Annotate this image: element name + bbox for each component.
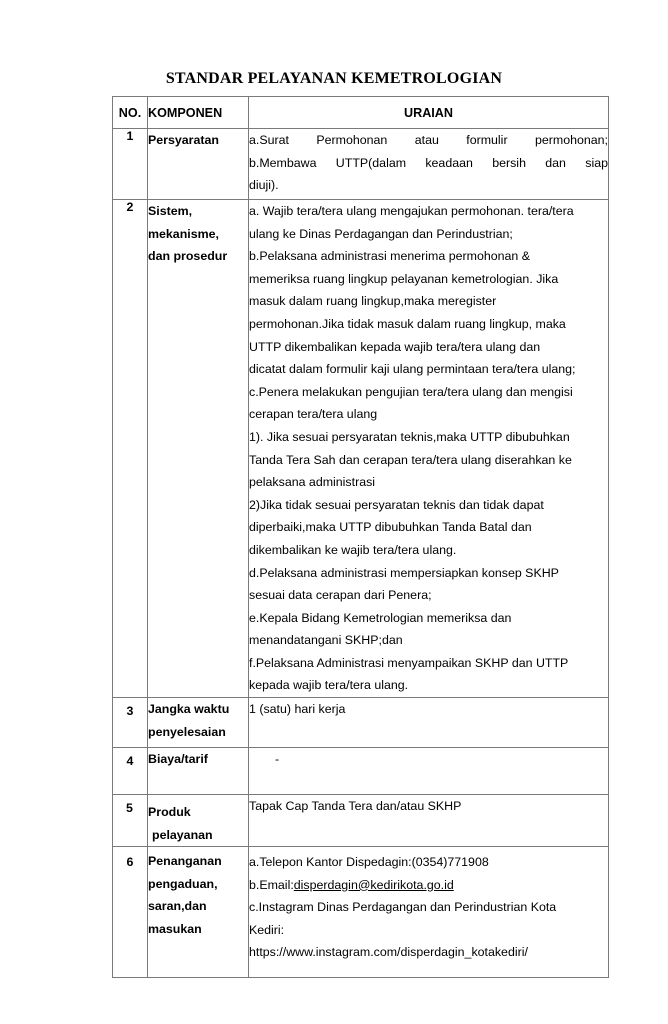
uraian-line: e.Kepala Bidang Kemetrologian memeriksa dan [249, 610, 512, 625]
table-row [113, 748, 609, 795]
contact-phone: a.Telepon Kantor Dispedagin:(0354)771908 [249, 855, 489, 870]
komponen-line: Penanganan [148, 854, 222, 869]
table-row [113, 200, 609, 698]
uraian-line: dicatat dalam formulir kaji ulang permintaan tera/tera ulang; [249, 362, 576, 377]
uraian-line: diperbaiki,maka UTTP dibubuhkan Tanda Batal dan [249, 520, 532, 535]
row-number: 6 [113, 847, 148, 978]
table-header-row [113, 97, 609, 129]
komponen-line: Sistem, [148, 204, 193, 218]
header-uraian: URAIAN [249, 97, 609, 129]
uraian-line: c.Penera melakukan pengujian tera/tera ulang dan mengisi [249, 384, 573, 399]
uraian-line: diuji). [249, 178, 279, 193]
uraian-line: b.Membawa UTTP(dalam keadaan bersih dan siap [249, 155, 608, 170]
uraian-line: - [275, 752, 280, 767]
komponen-line: Produk [148, 805, 191, 820]
row-uraian [249, 200, 609, 698]
uraian-line: Tapak Cap Tanda Tera dan/atau SKHP [249, 799, 462, 814]
row-komponen [148, 795, 249, 847]
uraian-line: UTTP dikembalikan kepada wajib tera/tera ulang dan [249, 339, 541, 354]
uraian-line: Tanda Tera Sah dan cerapan tera/tera ulang diserahkan ke [249, 452, 572, 467]
uraian-line: masuk dalam ruang lingkup,maka meregister [249, 294, 497, 309]
table-row [113, 698, 609, 748]
table-row [113, 847, 609, 978]
row-number: 2 [113, 200, 148, 698]
row-uraian [249, 129, 609, 200]
komponen-line: dan prosedur [148, 249, 228, 263]
row-number: 3 [113, 698, 148, 748]
komponen-line: Jangka waktu [148, 702, 230, 717]
komponen-line: pelayanan [152, 827, 213, 842]
row-uraian [249, 847, 609, 978]
contact-instagram: c.Instagram Dinas Perdagangan dan Perindustrian Kota [249, 900, 557, 915]
komponen-line: Persyaratan [148, 133, 219, 147]
uraian-line: 2)Jika tidak sesuai persyaratan teknis dan tidak dapat [249, 497, 544, 512]
table-row [113, 129, 609, 200]
komponen-line: masukan [148, 921, 202, 936]
uraian-line: a. Wajib tera/tera ulang mengajukan permohonan. tera/tera [249, 204, 574, 218]
uraian-line: permohonan.Jika tidak masuk dalam ruang lingkup, maka [249, 316, 566, 331]
contact-email-line [249, 874, 608, 897]
uraian-line: b.Pelaksana administrasi menerima permohonan & [249, 249, 530, 264]
uraian-line: 1 (satu) hari kerja [249, 702, 346, 717]
row-number: 1 [113, 129, 148, 200]
uraian-line: pelaksana administrasi [249, 475, 376, 490]
page-title: STANDAR PELAYANAN KEMETROLOGIAN [165, 70, 503, 87]
row-uraian [249, 748, 609, 795]
uraian-line: d.Pelaksana administrasi mempersiapkan konsep SKHP [249, 565, 559, 580]
uraian-line: memeriksa ruang lingkup pelayanan kemetrologian. Jika [249, 271, 559, 286]
komponen-line: pengaduan, [148, 876, 218, 891]
row-uraian [249, 795, 609, 847]
row-number: 5 [113, 795, 148, 847]
uraian-line: a.Surat Permohonan atau formulir permohonan; [249, 133, 608, 147]
row-komponen [148, 847, 249, 978]
komponen-line: penyelesaian [148, 724, 226, 739]
komponen-line: Biaya/tarif [148, 752, 208, 767]
row-komponen [148, 748, 249, 795]
uraian-line: dikembalikan ke wajib tera/tera ulang. [249, 542, 457, 557]
row-komponen [148, 200, 249, 698]
row-komponen [148, 698, 249, 748]
table-row [113, 795, 609, 847]
komponen-line: mekanisme, [148, 226, 219, 241]
uraian-line: menandatangani SKHP;dan [249, 633, 403, 648]
email-link[interactable]: disperdagin@kedirikota.go.id [293, 877, 454, 892]
uraian-line: sesuai data cerapan dari Penera; [249, 588, 432, 603]
service-standard-table [112, 96, 609, 978]
komponen-line: saran,dan [148, 899, 207, 914]
row-uraian [249, 698, 609, 748]
row-komponen [148, 129, 249, 200]
uraian-line: ulang ke Dinas Perdagangan dan Perindustrian; [249, 226, 513, 241]
uraian-line: f.Pelaksana Administrasi menyampaikan SKHP dan UTTP [249, 655, 569, 670]
uraian-line: cerapan tera/tera ulang [249, 407, 378, 422]
header-komponen: KOMPONEN [148, 97, 249, 129]
header-no: NO. [113, 97, 148, 129]
row-number: 4 [113, 748, 148, 795]
contact-instagram: Kediri: [249, 922, 285, 937]
email-label: b.Email: [249, 877, 294, 892]
uraian-line: 1). Jika sesuai persyaratan teknis,maka UTTP dibubuhkan [249, 429, 570, 444]
uraian-line: kepada wajib tera/tera ulang. [249, 678, 409, 693]
instagram-url-link[interactable]: https://www.instagram.com/disperdagin_kotakediri/ [249, 945, 528, 960]
